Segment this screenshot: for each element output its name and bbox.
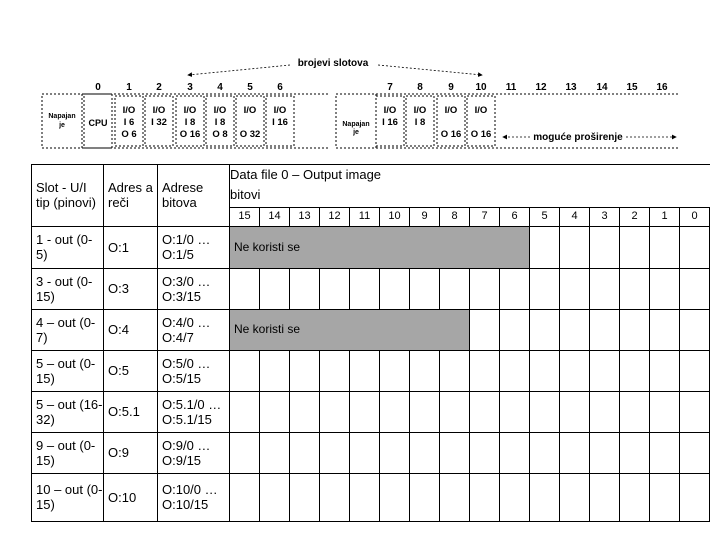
bit-cell	[650, 268, 680, 309]
cell-slot: 5 – out (0-15)	[32, 350, 104, 391]
module-type: I/O	[474, 105, 488, 116]
bit-cell	[440, 350, 470, 391]
table-row	[32, 473, 710, 521]
bit-cell	[350, 268, 380, 309]
bit-cell	[290, 473, 320, 521]
bit-cell	[530, 432, 560, 473]
bit-cell	[470, 309, 500, 350]
bit-cell	[650, 309, 680, 350]
slot-number: 4	[217, 82, 223, 93]
slot-number: 16	[656, 82, 668, 93]
module-type: I/O	[243, 105, 257, 116]
bit-cell	[410, 391, 440, 432]
cell-slot: 10 – out (0-15)	[32, 473, 104, 521]
io-module	[266, 96, 294, 146]
cell-bits: O:10/0 … O:10/15	[158, 473, 230, 521]
slot-number: 0	[95, 82, 101, 93]
bit-cell	[290, 268, 320, 309]
table-row	[32, 309, 710, 350]
module-type: I/O	[273, 105, 287, 116]
bit-number: 4	[560, 207, 590, 226]
bit-cell	[320, 350, 350, 391]
module-inputs: I 8	[414, 117, 426, 128]
bit-cell	[530, 309, 560, 350]
bit-cell	[470, 350, 500, 391]
bit-cell	[620, 268, 650, 309]
cell-word: O:9	[104, 432, 158, 473]
cell-slot: 4 – out (0-7)	[32, 309, 104, 350]
bit-number: 14	[260, 207, 290, 226]
bit-cell	[320, 268, 350, 309]
bit-number: 5	[530, 207, 560, 226]
slot-number: 9	[448, 82, 454, 93]
bit-cell	[380, 473, 410, 521]
bit-cell	[410, 473, 440, 521]
bit-cell	[320, 432, 350, 473]
bit-number: 13	[290, 207, 320, 226]
bit-cell	[620, 473, 650, 521]
module-type: I/O	[383, 105, 397, 116]
bit-cell	[530, 350, 560, 391]
bit-cell	[560, 226, 590, 268]
bit-cell	[500, 432, 530, 473]
bit-cell	[410, 268, 440, 309]
bit-cell	[650, 226, 680, 268]
bit-cell	[470, 432, 500, 473]
slot-number: 6	[277, 82, 283, 93]
slot-arrow-left	[188, 65, 290, 75]
unused-bits	[230, 309, 470, 350]
bit-cell	[530, 473, 560, 521]
bit-cell	[680, 268, 710, 309]
module-type: I/O	[213, 105, 227, 116]
io-module	[376, 96, 404, 146]
bit-number: 0	[680, 207, 710, 226]
module-inputs: I 8	[184, 117, 196, 128]
power-supply2-label-1: Napajan	[342, 121, 370, 128]
bit-cell	[500, 391, 530, 432]
bit-number: 12	[320, 207, 350, 226]
io-module	[115, 96, 143, 146]
bit-cell	[290, 391, 320, 432]
bit-cell	[590, 391, 620, 432]
slot-number: 14	[596, 82, 608, 93]
power-supply-label-2: je	[59, 122, 65, 129]
bit-cell	[650, 473, 680, 521]
bit-cell	[620, 226, 650, 268]
bit-cell	[380, 391, 410, 432]
bit-cell	[500, 473, 530, 521]
module-inputs: I 16	[382, 117, 398, 128]
bit-cell	[620, 309, 650, 350]
bit-cell	[260, 391, 290, 432]
bit-cell	[320, 473, 350, 521]
module-outputs: O 8	[212, 129, 228, 140]
bit-cell	[530, 268, 560, 309]
bit-number: 15	[230, 207, 260, 226]
bit-cell	[590, 350, 620, 391]
cell-bits: O:5/0 … O:5/15	[158, 350, 230, 391]
table-row	[32, 268, 710, 309]
bit-cell	[440, 432, 470, 473]
bit-cell	[290, 350, 320, 391]
slot-number: 15	[626, 82, 638, 93]
bit-cell	[650, 391, 680, 432]
bit-cell	[680, 226, 710, 268]
bit-number: 7	[470, 207, 500, 226]
bit-cell	[590, 268, 620, 309]
unused-bits	[230, 226, 530, 268]
slot-number: 12	[535, 82, 547, 93]
module-inputs: I 6	[123, 117, 135, 128]
bit-cell	[380, 350, 410, 391]
bit-cell	[440, 391, 470, 432]
bit-cell	[620, 391, 650, 432]
bit-cell	[650, 432, 680, 473]
bit-cell	[320, 391, 350, 432]
bit-cell	[680, 309, 710, 350]
slot-number: 7	[387, 82, 393, 93]
bit-cell	[680, 391, 710, 432]
bit-cell	[260, 473, 290, 521]
module-outputs: O 16	[179, 129, 201, 140]
io-module	[437, 96, 465, 146]
bit-cell	[440, 473, 470, 521]
io-module	[406, 96, 434, 146]
io-module	[176, 96, 204, 146]
bit-cell	[350, 350, 380, 391]
cell-bits: O:9/0 … O:9/15	[158, 432, 230, 473]
bit-number: 11	[350, 207, 380, 226]
plc-rack-diagram	[0, 0, 720, 162]
bit-cell	[230, 350, 260, 391]
unused-bits-label: Ne koristi se	[234, 322, 301, 336]
slot-number: 11	[505, 82, 517, 93]
bit-number: 1	[650, 207, 680, 226]
slot-number: 5	[247, 82, 253, 93]
bit-cell	[680, 432, 710, 473]
bit-cell	[560, 432, 590, 473]
power-supply-label-1: Napajan	[48, 113, 76, 120]
slot-arrow-right	[378, 65, 482, 75]
bit-cell	[380, 432, 410, 473]
output-image-table	[31, 164, 710, 522]
bit-cell	[260, 268, 290, 309]
bit-number: 9	[410, 207, 440, 226]
bit-cell	[230, 473, 260, 521]
header-word-address: Adres a reči	[104, 165, 158, 227]
bit-cell	[410, 432, 440, 473]
bit-cell	[560, 309, 590, 350]
bit-cell	[260, 350, 290, 391]
cell-word: O:10	[104, 473, 158, 521]
table-row	[32, 350, 710, 391]
bit-cell	[590, 226, 620, 268]
module-type: I/O	[413, 105, 427, 116]
module-outputs: O 32	[239, 129, 261, 140]
bit-cell	[350, 391, 380, 432]
slot-number: 8	[417, 82, 423, 93]
cell-word: O:5	[104, 350, 158, 391]
bit-cell	[440, 268, 470, 309]
header-bit-address: Adrese bitova	[158, 165, 230, 227]
cell-slot: 1 - out (0-5)	[32, 226, 104, 268]
bit-cell	[620, 432, 650, 473]
bit-cell	[530, 226, 560, 268]
bit-cell	[500, 309, 530, 350]
bits-label: bitovi	[230, 183, 710, 207]
cell-bits: O:4/0 … O:4/7	[158, 309, 230, 350]
cell-slot: 9 – out (0-15)	[32, 432, 104, 473]
data-file-title: Data file 0 – Output image	[230, 165, 710, 184]
cell-bits: O:1/0 … O:1/5	[158, 226, 230, 268]
bit-cell	[500, 350, 530, 391]
bit-cell	[470, 473, 500, 521]
table-row	[32, 226, 710, 268]
bit-cell	[590, 309, 620, 350]
cell-word: O:4	[104, 309, 158, 350]
slot-number: 10	[475, 82, 487, 93]
bit-cell	[230, 432, 260, 473]
module-type: I/O	[183, 105, 197, 116]
bit-cell	[350, 473, 380, 521]
bit-cell	[350, 432, 380, 473]
io-module	[236, 96, 264, 146]
bit-cell	[230, 268, 260, 309]
cell-bits: O:5.1/0 … O:5.1/15	[158, 391, 230, 432]
power-supply2-label-2: je	[353, 129, 359, 136]
module-inputs: I 8	[214, 117, 226, 128]
slot-number: 1	[126, 82, 132, 93]
cell-slot: 5 – out (16-32)	[32, 391, 104, 432]
expansion-label: moguće proširenje	[533, 132, 623, 143]
bit-number: 10	[380, 207, 410, 226]
module-type: I/O	[122, 105, 136, 116]
bit-cell	[620, 350, 650, 391]
unused-bits-label: Ne koristi se	[234, 239, 301, 254]
table-row	[32, 391, 710, 432]
module-inputs: I 32	[151, 117, 167, 128]
module-type: I/O	[152, 105, 166, 116]
bit-cell	[380, 268, 410, 309]
cell-word: O:1	[104, 226, 158, 268]
cell-bits: O:3/0 … O:3/15	[158, 268, 230, 309]
bit-cell	[230, 391, 260, 432]
slot-number: 13	[565, 82, 577, 93]
bit-cell	[260, 432, 290, 473]
bit-number: 8	[440, 207, 470, 226]
bit-cell	[590, 432, 620, 473]
cell-word: O:3	[104, 268, 158, 309]
bit-cell	[410, 350, 440, 391]
cell-word: O:5.1	[104, 391, 158, 432]
bit-number: 6	[500, 207, 530, 226]
cpu-label: CPU	[88, 118, 108, 128]
bit-cell	[530, 391, 560, 432]
slot-number: 2	[156, 82, 162, 93]
module-inputs: I 16	[272, 117, 288, 128]
rack-title: brojevi slotova	[297, 58, 369, 69]
module-outputs: O 16	[470, 129, 492, 140]
bit-cell	[290, 432, 320, 473]
header-slot: Slot - U/I tip (pinovi)	[32, 165, 104, 227]
bit-cell	[470, 391, 500, 432]
module-type: I/O	[444, 105, 458, 116]
module-outputs: O 6	[121, 129, 137, 140]
bit-cell	[470, 268, 500, 309]
bit-cell	[560, 350, 590, 391]
bit-cell	[500, 268, 530, 309]
bit-cell	[680, 350, 710, 391]
bit-cell	[560, 473, 590, 521]
io-module	[145, 96, 173, 146]
bit-cell	[680, 473, 710, 521]
io-module	[467, 96, 495, 146]
slot-number: 3	[187, 82, 193, 93]
module-outputs: O 16	[440, 129, 462, 140]
table-row	[32, 432, 710, 473]
bit-cell	[650, 350, 680, 391]
bit-number: 3	[590, 207, 620, 226]
io-module	[206, 96, 234, 146]
bit-cell	[560, 268, 590, 309]
bit-number: 2	[620, 207, 650, 226]
bit-cell	[560, 391, 590, 432]
bit-cell	[590, 473, 620, 521]
cell-slot: 3 - out (0-15)	[32, 268, 104, 309]
